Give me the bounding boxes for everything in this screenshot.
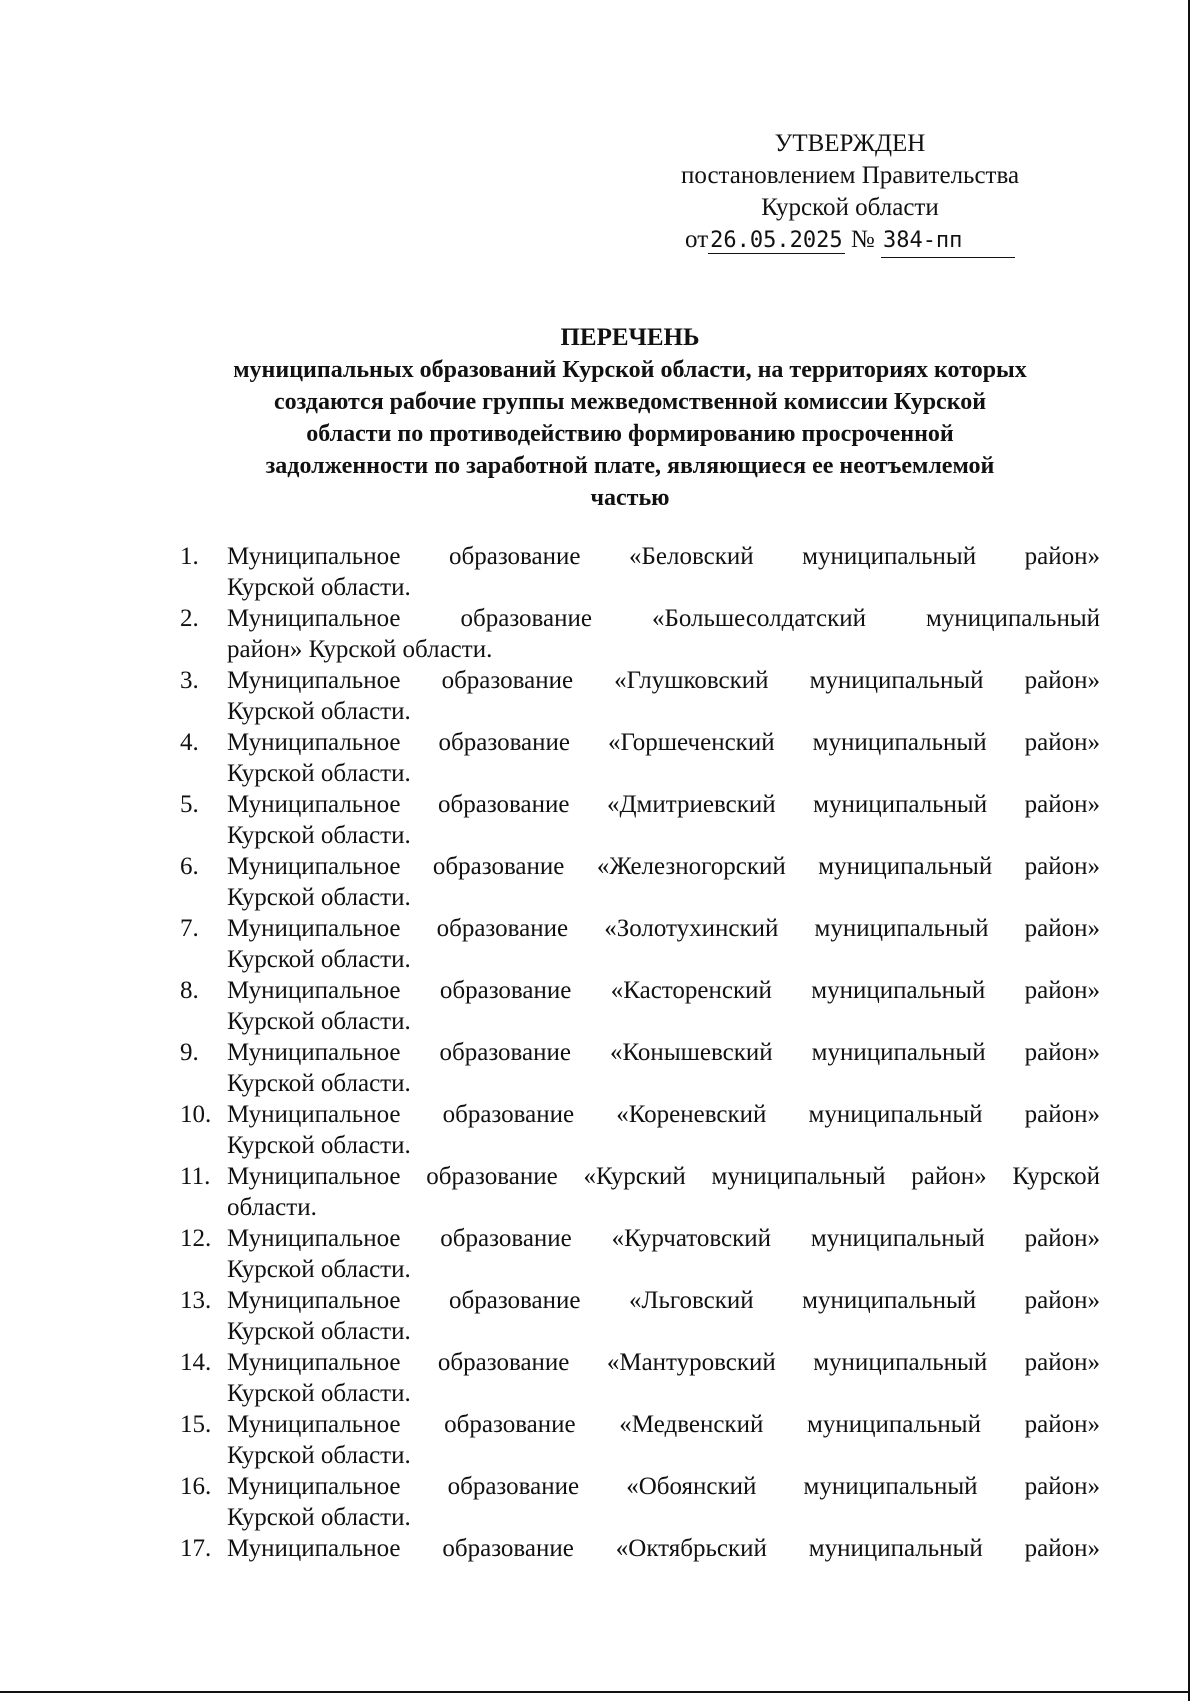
list-item-line-1: Муниципальное образование «Медвенский муниципальный район» xyxy=(227,1411,1100,1438)
list-item-text xyxy=(227,665,1100,727)
list-item-line-1: Муниципальное образование «Конышевский муниципальный район» xyxy=(227,1039,1100,1066)
list-item-line-1: Муниципальное образование «Льговский муниципальный район» xyxy=(227,1287,1100,1314)
list-item-line-2: Курской области. xyxy=(227,1070,411,1097)
list-item-line-2: Курской области. xyxy=(227,1504,411,1531)
list-item-line-1: Муниципальное образование «Дмитриевский муниципальный район» xyxy=(227,791,1100,818)
list-item-text xyxy=(227,1037,1100,1099)
document-title: ПЕРЕЧЕНЬ xyxy=(560,324,700,351)
list-item-line-1: Муниципальное образование «Мантуровский муниципальный район» xyxy=(227,1349,1100,1376)
list-item-number: 2. xyxy=(180,605,199,632)
list-item-text xyxy=(227,1161,1100,1223)
page-edge-right xyxy=(1188,0,1190,1701)
list-item-line-2: Курской области. xyxy=(227,574,411,601)
list-item xyxy=(170,1347,1100,1409)
approval-date: 26.05.2025 xyxy=(710,228,843,253)
list-item-text xyxy=(227,1471,1100,1533)
approval-title: УТВЕРЖДЕН xyxy=(774,130,926,157)
list-item-number: 8. xyxy=(180,977,199,1004)
list-item-number: 9. xyxy=(180,1039,199,1066)
list-item xyxy=(170,1409,1100,1471)
list-item-number: 13. xyxy=(180,1287,212,1314)
list-item-number: 5. xyxy=(180,791,199,818)
list-item xyxy=(170,727,1100,789)
list-item xyxy=(170,975,1100,1037)
list-item-text xyxy=(227,727,1100,789)
list-item-line-1: Муниципальное образование «Кореневский муниципальный район» xyxy=(227,1101,1100,1128)
heading-line-4: задолженности по заработной плате, являющиеся ее неотъемлемой xyxy=(265,453,995,479)
list-item-text xyxy=(227,851,1100,913)
list-item xyxy=(170,1471,1100,1533)
list-item-number: 16. xyxy=(180,1473,212,1500)
list-item-number: 15. xyxy=(180,1411,212,1438)
list-item-text xyxy=(227,1533,1100,1564)
list-item xyxy=(170,1161,1100,1223)
list-item-line-2: Курской области. xyxy=(227,1442,411,1469)
list-item-number: 14. xyxy=(180,1349,212,1376)
list-item xyxy=(170,1285,1100,1347)
list-item-line-2: Курской области. xyxy=(227,760,411,787)
list-item-text xyxy=(227,603,1100,665)
list-item-number: 4. xyxy=(180,729,199,756)
list-item-number: 17. xyxy=(180,1535,212,1562)
list-item-text xyxy=(227,1223,1100,1285)
document-heading xyxy=(150,322,1110,514)
list-item-line-1: Муниципальное образование «Обоянский муниципальный район» xyxy=(227,1473,1100,1500)
list-item-line-2: области. xyxy=(227,1194,317,1221)
list-item-line-2: район» Курской области. xyxy=(227,636,493,663)
list-item xyxy=(170,851,1100,913)
heading-line-1: муниципальных образований Курской области, на территориях которых xyxy=(233,357,1027,383)
list-item-number: 3. xyxy=(180,667,199,694)
list-item-line-2: Курской области. xyxy=(227,1318,411,1345)
list-item-text xyxy=(227,789,1100,851)
list-item-line-1: Муниципальное образование «Золотухинский муниципальный район» xyxy=(227,915,1100,942)
list-item-number: 10. xyxy=(180,1101,212,1128)
list-item-number: 6. xyxy=(180,853,199,880)
list-item xyxy=(170,603,1100,665)
list-item-line-1: Муниципальное образование «Курчатовский муниципальный район» xyxy=(227,1225,1100,1252)
list-item-line-2: Курской области. xyxy=(227,1008,411,1035)
number-prefix: № xyxy=(850,226,875,253)
list-item-line-1: Муниципальное образование «Большесолдатский муниципальный xyxy=(227,605,1100,632)
list-item xyxy=(170,1037,1100,1099)
list-item-number: 11. xyxy=(180,1163,211,1190)
list-item-text xyxy=(227,1347,1100,1409)
list-item-line-1: Муниципальное образование «Касторенский муниципальный район» xyxy=(227,977,1100,1004)
list-item xyxy=(170,1099,1100,1161)
approval-number: 384-пп xyxy=(881,225,1015,258)
heading-line-5: частью xyxy=(590,485,670,511)
list-item-text xyxy=(227,913,1100,975)
list-item xyxy=(170,541,1100,603)
list-item-line-2: Курской области. xyxy=(227,698,411,725)
list-item xyxy=(170,1223,1100,1285)
list-item-line-2: Курской области. xyxy=(227,1132,411,1159)
list-item-text xyxy=(227,1285,1100,1347)
list-item-line-1: Муниципальное образование «Железногорский муниципальный район» xyxy=(227,853,1100,880)
list-item-number: 1. xyxy=(180,543,199,570)
approval-line-3: Курской области xyxy=(761,194,939,221)
list-item xyxy=(170,1533,1100,1595)
list-item-number: 7. xyxy=(180,915,199,942)
page-edge-bottom xyxy=(0,1691,1190,1693)
list-item-line-1: Муниципальное образование «Октябрьский муниципальный район» xyxy=(227,1535,1100,1562)
list-item-line-2: Курской области. xyxy=(227,946,411,973)
list-item-text xyxy=(227,975,1100,1037)
heading-line-3: области по противодействию формированию просроченной xyxy=(306,421,954,447)
list-item-line-1: Муниципальное образование «Горшеченский муниципальный район» xyxy=(227,729,1100,756)
list-item-line-1: Муниципальное образование «Глушковский муниципальный район» xyxy=(227,667,1100,694)
date-prefix: от xyxy=(685,226,709,253)
list-item-line-1: Муниципальное образование «Курский муниципальный район» Курской xyxy=(227,1163,1100,1190)
list-item xyxy=(170,665,1100,727)
heading-line-2: создаются рабочие группы межведомственной комиссии Курской xyxy=(273,389,987,415)
list-item xyxy=(170,789,1100,851)
list-item-line-2: Курской области. xyxy=(227,1380,411,1407)
municipality-list xyxy=(170,541,1100,1595)
approval-stamp xyxy=(660,128,1040,258)
approval-date-line xyxy=(660,224,1040,258)
list-item-number: 12. xyxy=(180,1225,212,1252)
approval-line-2: постановлением Правительства xyxy=(680,162,1020,189)
list-item xyxy=(170,913,1100,975)
list-item-line-2: Курской области. xyxy=(227,822,411,849)
list-item-text xyxy=(227,1099,1100,1161)
list-item-text xyxy=(227,541,1100,603)
list-item-line-2: Курской области. xyxy=(227,1256,411,1283)
list-item-text xyxy=(227,1409,1100,1471)
list-item-line-1: Муниципальное образование «Беловский муниципальный район» xyxy=(227,543,1100,570)
list-item-line-2: Курской области. xyxy=(227,884,411,911)
